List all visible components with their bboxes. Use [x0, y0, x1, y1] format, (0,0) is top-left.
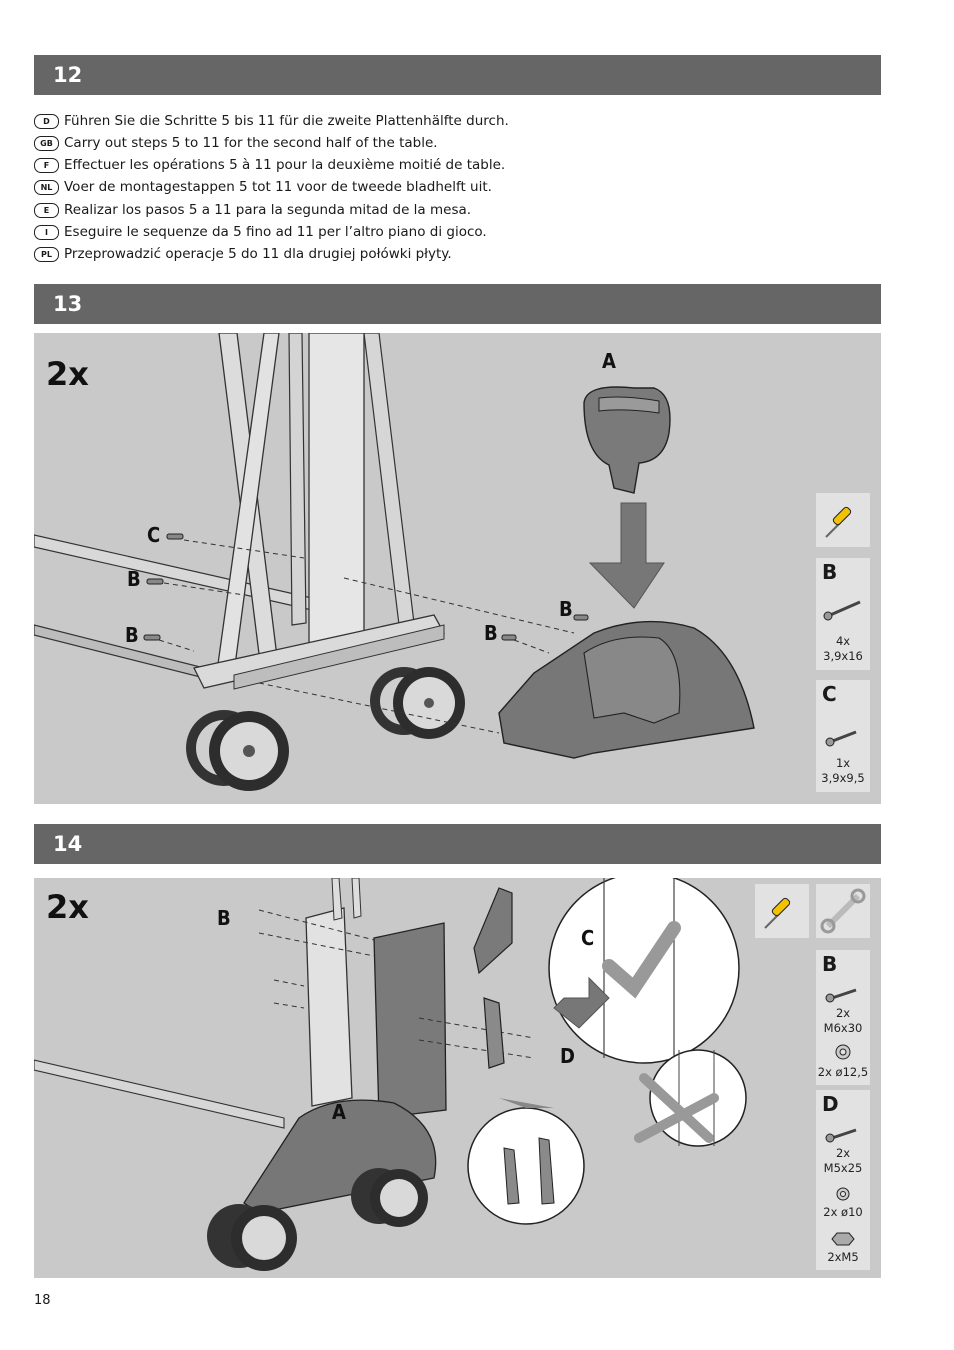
step-number: 14	[53, 832, 83, 856]
screw-icon	[816, 722, 870, 752]
part-letter: B	[822, 560, 838, 584]
step-13-illustration	[34, 333, 881, 804]
instruction-es	[34, 199, 471, 221]
step-14-illustration	[34, 878, 881, 1278]
part-qty: 2x	[835, 1006, 851, 1020]
part-b-box	[816, 950, 870, 1085]
callout-b: B	[217, 906, 231, 930]
instruction-gb	[34, 132, 438, 154]
callout-a: A	[602, 349, 616, 373]
multiplier-label: 2x	[46, 355, 89, 393]
instruction-text: Carry out steps 5 to 11 for the second half of the table.	[64, 135, 438, 151]
part-c-box	[816, 680, 870, 792]
instruction-de	[34, 110, 509, 132]
callout-b-2: B	[125, 623, 139, 647]
screwdriver-icon	[816, 493, 870, 547]
callout-c: C	[147, 523, 161, 547]
part-size: 3,9x9,5	[821, 771, 865, 785]
bolt-icon	[816, 1120, 870, 1148]
callout-a: A	[332, 1100, 346, 1124]
callout-c: C	[581, 926, 595, 950]
bolt-icon	[816, 980, 870, 1008]
leg-assembly-drawing	[34, 333, 881, 804]
instruction-text: Führen Sie die Schritte 5 bis 11 für die zweite Plattenhälfte durch.	[64, 113, 509, 129]
wrench-tool-box	[816, 884, 870, 938]
net-post-assembly-drawing	[34, 878, 881, 1278]
part-letter: D	[822, 1092, 839, 1116]
language-badge: D	[34, 114, 59, 129]
step-number: 12	[53, 63, 83, 87]
part-b-box	[816, 558, 870, 670]
part-letter: B	[822, 952, 838, 976]
screw-icon	[816, 594, 870, 624]
multiplier-label: 2x	[46, 888, 89, 926]
part-size: 3,9x16	[823, 649, 863, 663]
screwdriver-tool-box	[755, 884, 809, 938]
part-qty: 2x	[835, 1146, 851, 1160]
step-13-header	[34, 284, 881, 324]
part-size: M6x30	[823, 1021, 863, 1035]
page-number: 18	[34, 1293, 51, 1308]
part-qty: 1x	[835, 756, 851, 770]
language-badge: I	[34, 225, 59, 240]
nut-spec: 2xM5	[827, 1250, 859, 1264]
language-badge: NL	[34, 180, 59, 195]
wrench-icon	[816, 884, 870, 938]
washer-spec: 2x ø12,5	[817, 1065, 869, 1079]
instruction-text: Voer de montagestappen 5 tot 11 voor de tweede bladhelft uit.	[64, 179, 492, 195]
nut-icon	[816, 1229, 870, 1249]
language-badge: GB	[34, 136, 59, 151]
washer-spec: 2x ø10	[823, 1205, 863, 1219]
part-size: M5x25	[823, 1161, 863, 1175]
instruction-text: Realizar los pasos 5 a 11 para la segunda mitad de la mesa.	[64, 202, 472, 218]
language-badge: PL	[34, 247, 59, 262]
language-badge: F	[34, 158, 59, 173]
step-12-header	[34, 55, 881, 95]
instruction-text: Effectuer les opérations 5 à 11 pour la deuxième moitié de table.	[64, 157, 506, 173]
instruction-text: Eseguire le sequenze da 5 fino ad 11 per l’altro piano di gioco.	[64, 224, 487, 240]
instruction-text: Przeprowadzić operacje 5 do 11 dla drugiej połówki płyty.	[64, 246, 452, 262]
instruction-nl	[34, 176, 492, 198]
screwdriver-icon	[755, 884, 809, 938]
instruction-fr	[34, 154, 505, 176]
step-14-header	[34, 824, 881, 864]
instruction-pl	[34, 243, 452, 265]
part-letter: C	[822, 682, 837, 706]
language-badge: E	[34, 203, 59, 218]
callout-d: D	[560, 1044, 575, 1068]
callout-b-4: B	[559, 597, 573, 621]
callout-b-3: B	[484, 621, 498, 645]
callout-b-1: B	[127, 567, 141, 591]
part-d-box	[816, 1090, 870, 1270]
step-number: 13	[53, 292, 83, 316]
screwdriver-tool-box	[816, 493, 870, 547]
part-qty: 4x	[835, 634, 851, 648]
washer-icon	[816, 1184, 870, 1204]
instruction-it	[34, 221, 487, 243]
washer-icon	[816, 1042, 870, 1062]
